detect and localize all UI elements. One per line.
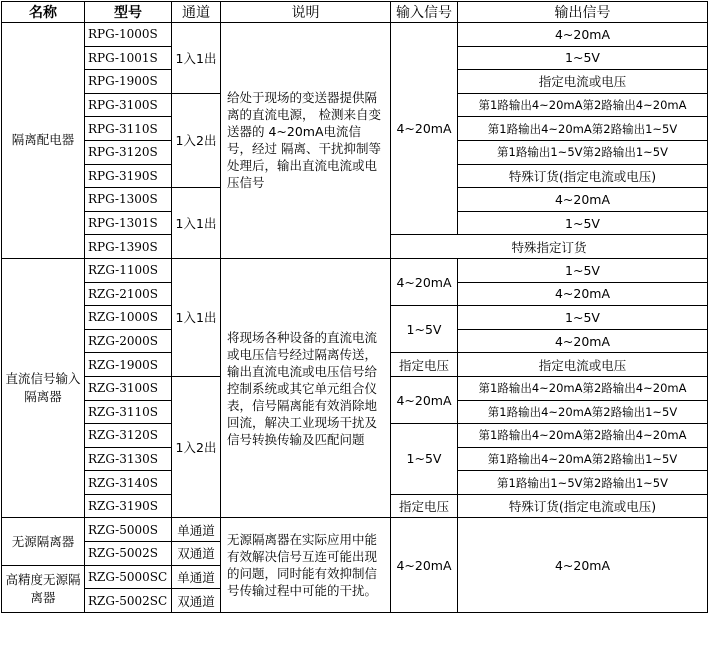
description-cell: 将现场各种设备的直流电流或电压信号经过隔离传送，输出直流电流或电压信号给控制系统或其它单元组合仪表，信号隔离能有效消除地回流，解决工业现场干扰及信号转换传输及匹配问题	[221, 258, 391, 518]
output-cell: 4~20mA	[458, 518, 708, 612]
channel-cell: 1入1出	[172, 258, 221, 376]
model-cell: RPG-1000S	[85, 23, 172, 47]
group-name: 高精度无源隔离器	[2, 565, 85, 612]
header-input: 输入信号	[391, 2, 458, 23]
channel-cell: 双通道	[172, 589, 221, 613]
model-cell: RPG-1301S	[85, 211, 172, 235]
channel-cell: 1入2出	[172, 93, 221, 187]
output-cell: 1~5V	[458, 306, 708, 330]
input-cell: 指定电压	[391, 494, 458, 518]
channel-cell: 1入1出	[172, 23, 221, 94]
output-cell: 第1路输出4~20mA第2路输出4~20mA	[458, 424, 708, 448]
model-cell: RPG-1001S	[85, 46, 172, 70]
model-cell: RPG-3120S	[85, 140, 172, 164]
model-cell: RZG-2100S	[85, 282, 172, 306]
output-cell: 1~5V	[458, 211, 708, 235]
model-cell: RZG-3130S	[85, 447, 172, 471]
channel-cell: 单通道	[172, 565, 221, 589]
channel-cell: 双通道	[172, 542, 221, 566]
input-cell: 1~5V	[391, 306, 458, 353]
table-row	[2, 258, 708, 282]
input-cell: 1~5V	[391, 424, 458, 495]
model-cell: RZG-5000S	[85, 518, 172, 542]
output-cell: 第1路输出4~20mA第2路输出1~5V	[458, 400, 708, 424]
output-cell: 1~5V	[458, 46, 708, 70]
model-cell: RZG-1900S	[85, 353, 172, 377]
description-cell: 给处于现场的变送器提供隔离的直流电源， 检测来自变送器的 4~20mA电流信号，经过 隔离、干扰抑制等处理后，输出直流电流或电压信号	[221, 23, 391, 259]
group-name: 隔离配电器	[2, 23, 85, 259]
model-cell: RPG-1390S	[85, 235, 172, 259]
model-cell: RPG-3110S	[85, 117, 172, 141]
table-row	[2, 23, 708, 47]
output-cell: 4~20mA	[458, 23, 708, 47]
model-cell: RZG-5000SC	[85, 565, 172, 589]
table-row	[2, 518, 708, 542]
model-cell: RZG-3120S	[85, 424, 172, 448]
channel-cell: 单通道	[172, 518, 221, 542]
output-cell: 4~20mA	[458, 188, 708, 212]
output-cell: 第1路输出4~20mA第2路输出1~5V	[458, 117, 708, 141]
model-cell: RZG-1000S	[85, 306, 172, 330]
group-name: 直流信号输入隔离器	[2, 258, 85, 518]
model-cell: RZG-3190S	[85, 494, 172, 518]
input-cell: 4~20mA	[391, 23, 458, 235]
input-cell: 指定电压	[391, 353, 458, 377]
output-cell: 第1路输出4~20mA第2路输出4~20mA	[458, 93, 708, 117]
model-cell: RPG-3100S	[85, 93, 172, 117]
model-cell: RZG-2000S	[85, 329, 172, 353]
header-channel: 通道	[172, 2, 221, 23]
header-output: 输出信号	[458, 2, 708, 23]
output-cell: 第1路输出4~20mA第2路输出4~20mA	[458, 376, 708, 400]
model-cell: RZG-5002S	[85, 542, 172, 566]
channel-cell: 1入2出	[172, 376, 221, 518]
output-cell: 4~20mA	[458, 282, 708, 306]
header-model: 型号	[85, 2, 172, 23]
output-cell: 特殊指定订货	[391, 235, 708, 259]
input-cell: 4~20mA	[391, 376, 458, 423]
description-cell: 无源隔离器在实际应用中能有效解决信号互连可能出现的问题，同时能有效抑制信号传输过程中可能的干扰。	[221, 518, 391, 612]
model-cell: RZG-3100S	[85, 376, 172, 400]
model-cell: RZG-3140S	[85, 471, 172, 495]
model-cell: RPG-1900S	[85, 70, 172, 94]
header-desc: 说明	[221, 2, 391, 23]
channel-cell: 1入1出	[172, 188, 221, 259]
model-cell: RPG-3190S	[85, 164, 172, 188]
header-row	[2, 2, 708, 23]
output-cell: 特殊订货(指定电流或电压)	[458, 494, 708, 518]
input-cell: 4~20mA	[391, 518, 458, 612]
output-cell: 指定电流或电压	[458, 70, 708, 94]
header-name: 名称	[2, 2, 85, 23]
input-cell: 4~20mA	[391, 258, 458, 305]
output-cell: 第1路输出4~20mA第2路输出1~5V	[458, 447, 708, 471]
output-cell: 第1路输出1~5V第2路输出1~5V	[458, 140, 708, 164]
output-cell: 第1路输出1~5V第2路输出1~5V	[458, 471, 708, 495]
model-cell: RPG-1300S	[85, 188, 172, 212]
model-cell: RZG-3110S	[85, 400, 172, 424]
model-cell: RZG-1100S	[85, 258, 172, 282]
group-name: 无源隔离器	[2, 518, 85, 565]
output-cell: 指定电流或电压	[458, 353, 708, 377]
model-cell: RZG-5002SC	[85, 589, 172, 613]
product-table	[1, 1, 708, 613]
output-cell: 1~5V	[458, 258, 708, 282]
output-cell: 4~20mA	[458, 329, 708, 353]
output-cell: 特殊订货(指定电流或电压)	[458, 164, 708, 188]
